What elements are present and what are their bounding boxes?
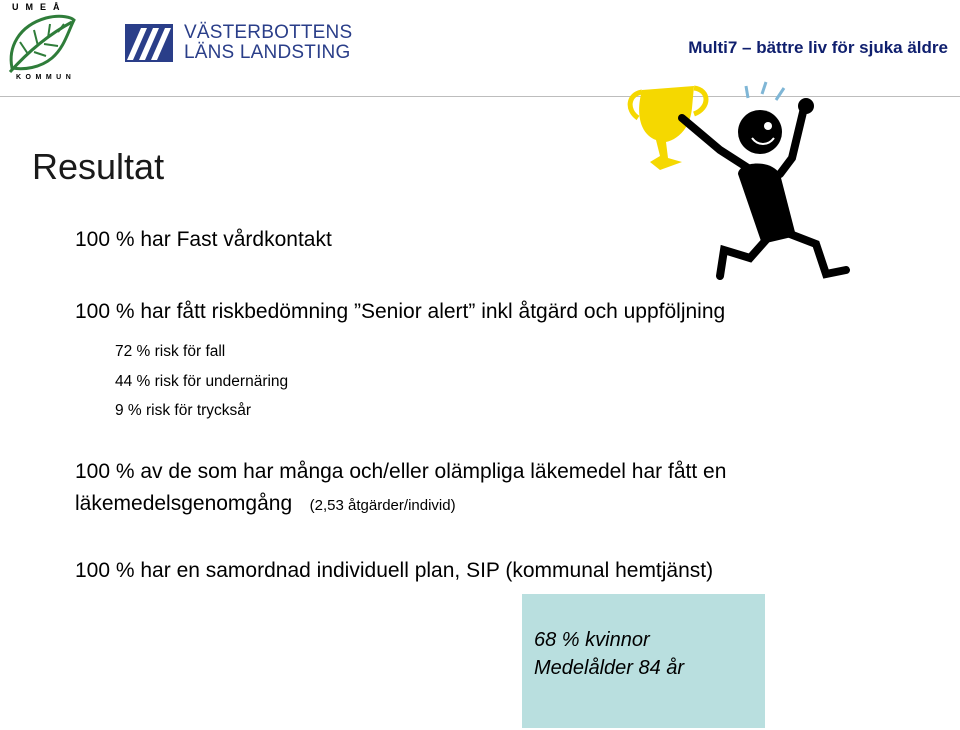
info-box-age: Medelålder 84 år xyxy=(534,657,685,679)
umea-kommun-logo xyxy=(2,2,80,86)
atgarder-note: (2,53 åtgärder/individ) xyxy=(309,497,456,514)
vll-logo-icon xyxy=(125,24,173,62)
result-riskbedomning: 100 % har fått riskbedömning ”Senior alert” inkl åtgärd och uppföljning xyxy=(75,300,726,323)
risk-undernaring: 44 % risk för undernäring xyxy=(115,373,289,390)
result-lakemedel-line2 xyxy=(75,492,456,518)
result-lakemedel-line1: 100 % av de som har många och/eller olämpliga läkemedel har fått en xyxy=(75,460,727,483)
risk-trycksar: 9 % risk för trycksår xyxy=(115,402,252,419)
result-fast-vardkontakt: 100 % har Fast vårdkontakt xyxy=(75,228,332,251)
celebration-illustration xyxy=(620,78,850,293)
info-box xyxy=(522,594,765,728)
info-box-women: 68 % kvinnor xyxy=(534,629,650,651)
page-title: Resultat xyxy=(32,146,165,187)
vll-name-line2: LÄNS LANDSTING xyxy=(184,42,351,63)
lakemedelsgenomgang-text: läkemedelsgenomgång xyxy=(75,492,293,515)
result-sip: 100 % har en samordnad individuell plan, SIP (kommunal hemtjänst) xyxy=(75,559,714,582)
vll-name-line1: VÄSTERBOTTENS xyxy=(184,22,353,43)
header-title: Multi7 – bättre liv för sjuka äldre xyxy=(688,38,948,57)
trophy-icon xyxy=(620,78,850,293)
risk-fall: 72 % risk för fall xyxy=(115,343,226,360)
umea-bottom-text: KOMMUN xyxy=(16,74,76,81)
umea-top-text: UMEÅ xyxy=(12,2,67,12)
vll-logo-text xyxy=(184,23,352,63)
